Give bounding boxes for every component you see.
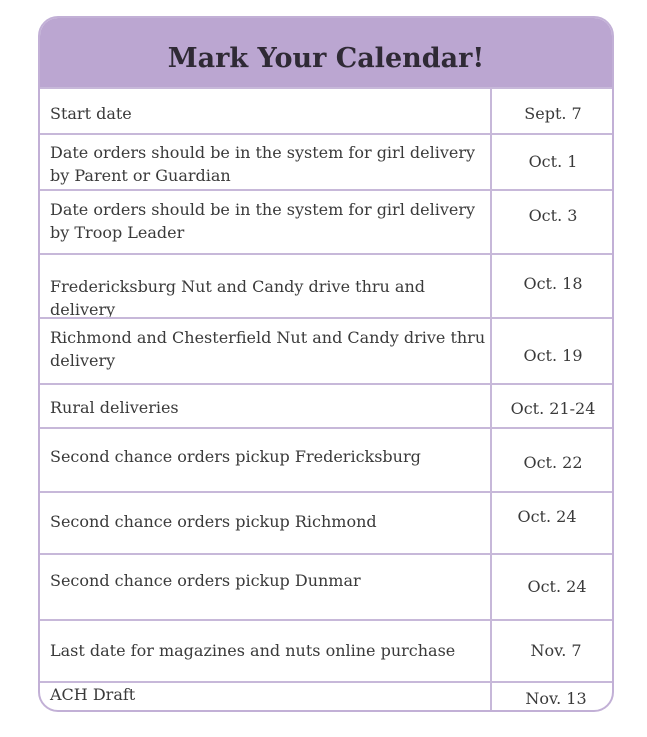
event-date: Oct. 22	[523, 453, 583, 472]
event-date: Oct. 21-24	[510, 399, 596, 418]
event-description: Second chance orders pickup Dunmar	[50, 571, 361, 590]
event-description: Last date for magazines and nuts online purchase	[50, 641, 456, 660]
table-row	[40, 681, 612, 712]
event-description: Start date	[50, 104, 132, 123]
table-row	[40, 317, 612, 383]
event-date-cell	[490, 319, 614, 383]
table-row	[40, 427, 612, 491]
calendar-card	[38, 16, 614, 712]
event-date-cell	[490, 621, 614, 681]
event-date: Oct. 24	[517, 507, 577, 526]
event-description: Second chance orders pickup Fredericksburg	[50, 447, 421, 466]
event-date-cell	[490, 493, 614, 553]
table-row	[40, 253, 612, 317]
table-row	[40, 189, 612, 253]
event-date-cell	[490, 385, 614, 427]
event-date-cell	[490, 555, 614, 619]
table-row	[40, 133, 612, 189]
table-row	[40, 383, 612, 427]
event-description: Fredericksburg Nut and Candy drive thru and delivery	[50, 277, 425, 319]
event-description: Date orders should be in the system for girl delivery by Parent or Guardian	[50, 143, 476, 185]
event-date-cell	[490, 89, 614, 133]
event-description: Rural deliveries	[50, 398, 179, 417]
event-date: Nov. 7	[530, 641, 582, 660]
event-date: Nov. 13	[525, 689, 587, 708]
event-date-cell	[490, 135, 614, 189]
event-date: Oct. 18	[523, 274, 583, 293]
event-date-cell	[490, 255, 614, 317]
calendar-title: Mark Your Calendar!	[167, 43, 485, 74]
event-date-cell	[490, 191, 614, 253]
table-row	[40, 491, 612, 553]
table-row	[40, 553, 612, 619]
event-description: ACH Draft	[50, 685, 136, 704]
event-date: Sept. 7	[524, 104, 582, 123]
event-description: Second chance orders pickup Richmond	[50, 512, 377, 531]
table-row	[40, 87, 612, 133]
event-date: Oct. 19	[523, 346, 583, 365]
event-date-cell	[490, 683, 614, 712]
table-row	[40, 619, 612, 681]
event-description: Richmond and Chesterfield Nut and Candy drive thru delivery	[50, 328, 486, 370]
event-date-cell	[490, 429, 614, 491]
event-date: Oct. 1	[528, 152, 578, 171]
event-description: Date orders should be in the system for girl delivery by Troop Leader	[50, 200, 476, 242]
event-date: Oct. 3	[528, 206, 578, 225]
event-date: Oct. 24	[527, 577, 587, 596]
